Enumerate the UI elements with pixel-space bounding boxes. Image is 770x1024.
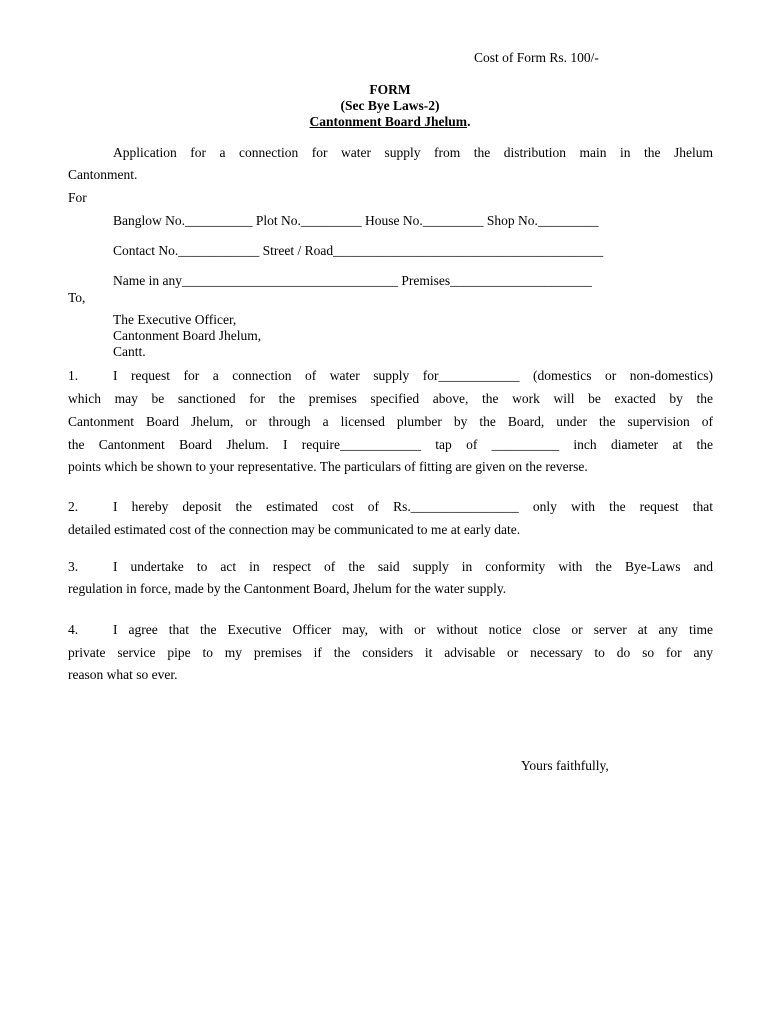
form-title: FORM [369,82,411,97]
paragraph-3-number: 3. [68,559,79,574]
paragraph-1-line-5: points which be shown to your representative. The particulars of fitting are given on the reverse. [68,459,588,474]
board-name: Cantonment Board Jhelum [309,114,468,129]
form-cost: Cost of Form Rs. 100/- [474,50,599,65]
intro-line-1: Application for a connection for water supply from the distribution main in the Jhelum [113,145,713,160]
form-board-heading [0,114,770,130]
board-period: . [467,114,471,129]
paragraph-3-line-1: I undertake to act in respect of the said supply in conformity with the Bye-Laws and [113,559,713,574]
paragraph-2-line-1: I hereby deposit the estimated cost of Rs.________________ only with the request that [113,499,713,514]
paragraph-1-number: 1. [68,368,79,383]
paragraph-3-line-2: regulation in force, made by the Cantonment Board, Jhelum for the water supply. [68,581,507,596]
field-row-contact: Contact No.____________ Street / Road________________________________________ [113,243,604,258]
paragraph-4-number: 4. [68,622,79,637]
paragraph-1-line-4: the Cantonment Board Jhelum. I require____________ tap of __________ inch diameter at the [68,437,713,452]
intro-for: For [68,190,87,205]
paragraph-2-line-2: detailed estimated cost of the connection may be communicated to me at early date. [68,522,521,537]
paragraph-2-number: 2. [68,499,79,514]
paragraph-1-line-1: I request for a connection of water supply for____________ (domestics or non-domestics) [113,368,713,383]
paragraph-4-line-3: reason what so ever. [68,667,178,682]
address-line-2: Cantonment Board Jhelum, [113,328,262,343]
address-to: To, [68,290,86,305]
address-line-3: Cantt. [113,344,146,359]
paragraph-4-line-1: I agree that the Executive Officer may, with or without notice close or server at any time [113,622,713,637]
address-line-1: The Executive Officer, [113,312,237,327]
field-row-property: Banglow No.__________ Plot No._________ House No._________ Shop No._________ [113,213,599,228]
form-subtitle: (Sec Bye Laws-2) [340,98,440,113]
field-row-name: Name in any________________________________ Premises_____________________ [113,273,592,288]
paragraph-1-line-2: which may be sanctioned for the premises specified above, the work will be exacted by the [68,391,713,406]
closing-signature: Yours faithfully, [521,758,609,773]
paragraph-1-line-3: Cantonment Board Jhelum, or through a licensed plumber by the Board, under the supervision of [68,414,713,429]
paragraph-4-line-2: private service pipe to my premises if the considers it advisable or necessary to do so for any [68,645,713,660]
intro-line-2: Cantonment. [68,167,138,182]
